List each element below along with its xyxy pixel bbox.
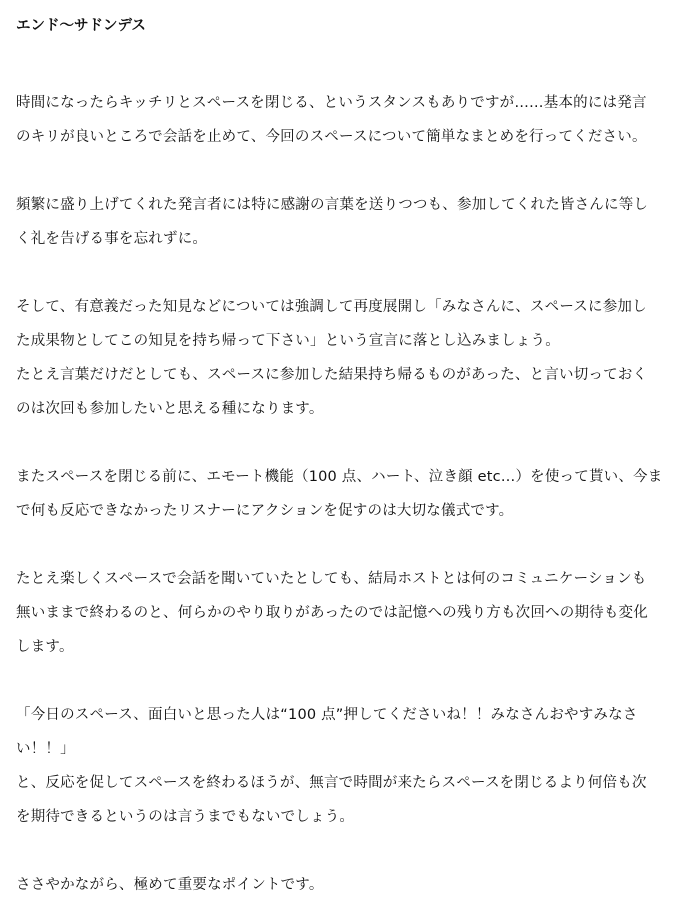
paragraph-line: のは次回も参加したいと思える種になります。 [16,401,324,417]
paragraph-4 [16,460,676,528]
paragraph-line: く礼を告げる事を忘れずに。 [16,231,208,247]
paragraph-5 [16,562,676,664]
paragraph-6 [16,698,676,834]
section-heading: エンド～サドンデス [16,18,146,34]
paragraph-line: 無いままで終わるのと、何らかのやり取りがあったのでは記憶への残り方も次回への期待も変化 [16,605,648,621]
paragraph-line: と、反応を促してスペースを終わるほうが、無言で時間が来たらスペースを閉じるより何倍も次 [16,775,647,791]
paragraph-2 [16,188,676,256]
paragraph-line: のキリが良いところで会話を止めて、今回のスペースについて簡単なまとめを行ってください。 [16,129,647,145]
paragraph-line: を期待できるというのは言うまでもないでしょう。 [16,809,355,825]
paragraph-line: ささやかながら、極めて重要なポイントです。 [16,877,324,893]
paragraph-line: します。 [16,639,74,655]
paragraph-line: またスペースを閉じる前に、エモート機能（100 点、ハート、泣き顔 etc…）を使って貰い、今ま [16,469,663,485]
paragraph-line: そして、有意義だった知見などについては強調して再度展開し「みなさんに、スペースに参加し [16,299,647,315]
paragraph-line: で何も反応できなかったリスナーにアクションを促すのは大切な儀式です。 [16,503,514,519]
paragraph-line: い！！」 [16,741,75,757]
paragraph-7 [16,868,676,902]
paragraph-line: た成果物としてこの知見を持ち帰って下さい」という宣言に落とし込みましょう。 [16,333,560,349]
paragraph-line: たとえ言葉だけだとしても、スペースに参加した結果持ち帰るものがあった、と言い切っておく [16,367,648,383]
paragraph-line: 時間になったらキッチリとスペースを閉じる、というスタンスもありですが……基本的には発言 [16,95,647,111]
paragraph-1 [16,86,676,154]
paragraph-line: たとえ楽しくスペースで会話を聞いていたとしても、結局ホストとは何のコミュニケーションも [16,571,647,587]
document-page [16,14,676,902]
paragraph-line: 「今日のスペース、面白いと思った人は“100 点”押してくださいね！！みなさんおやすみなさ [16,707,638,723]
paragraph-3 [16,290,676,426]
paragraph-line: 頻繁に盛り上げてくれた発言者には特に感謝の言葉を送りつつも、参加してくれた皆さんに等し [16,197,649,213]
